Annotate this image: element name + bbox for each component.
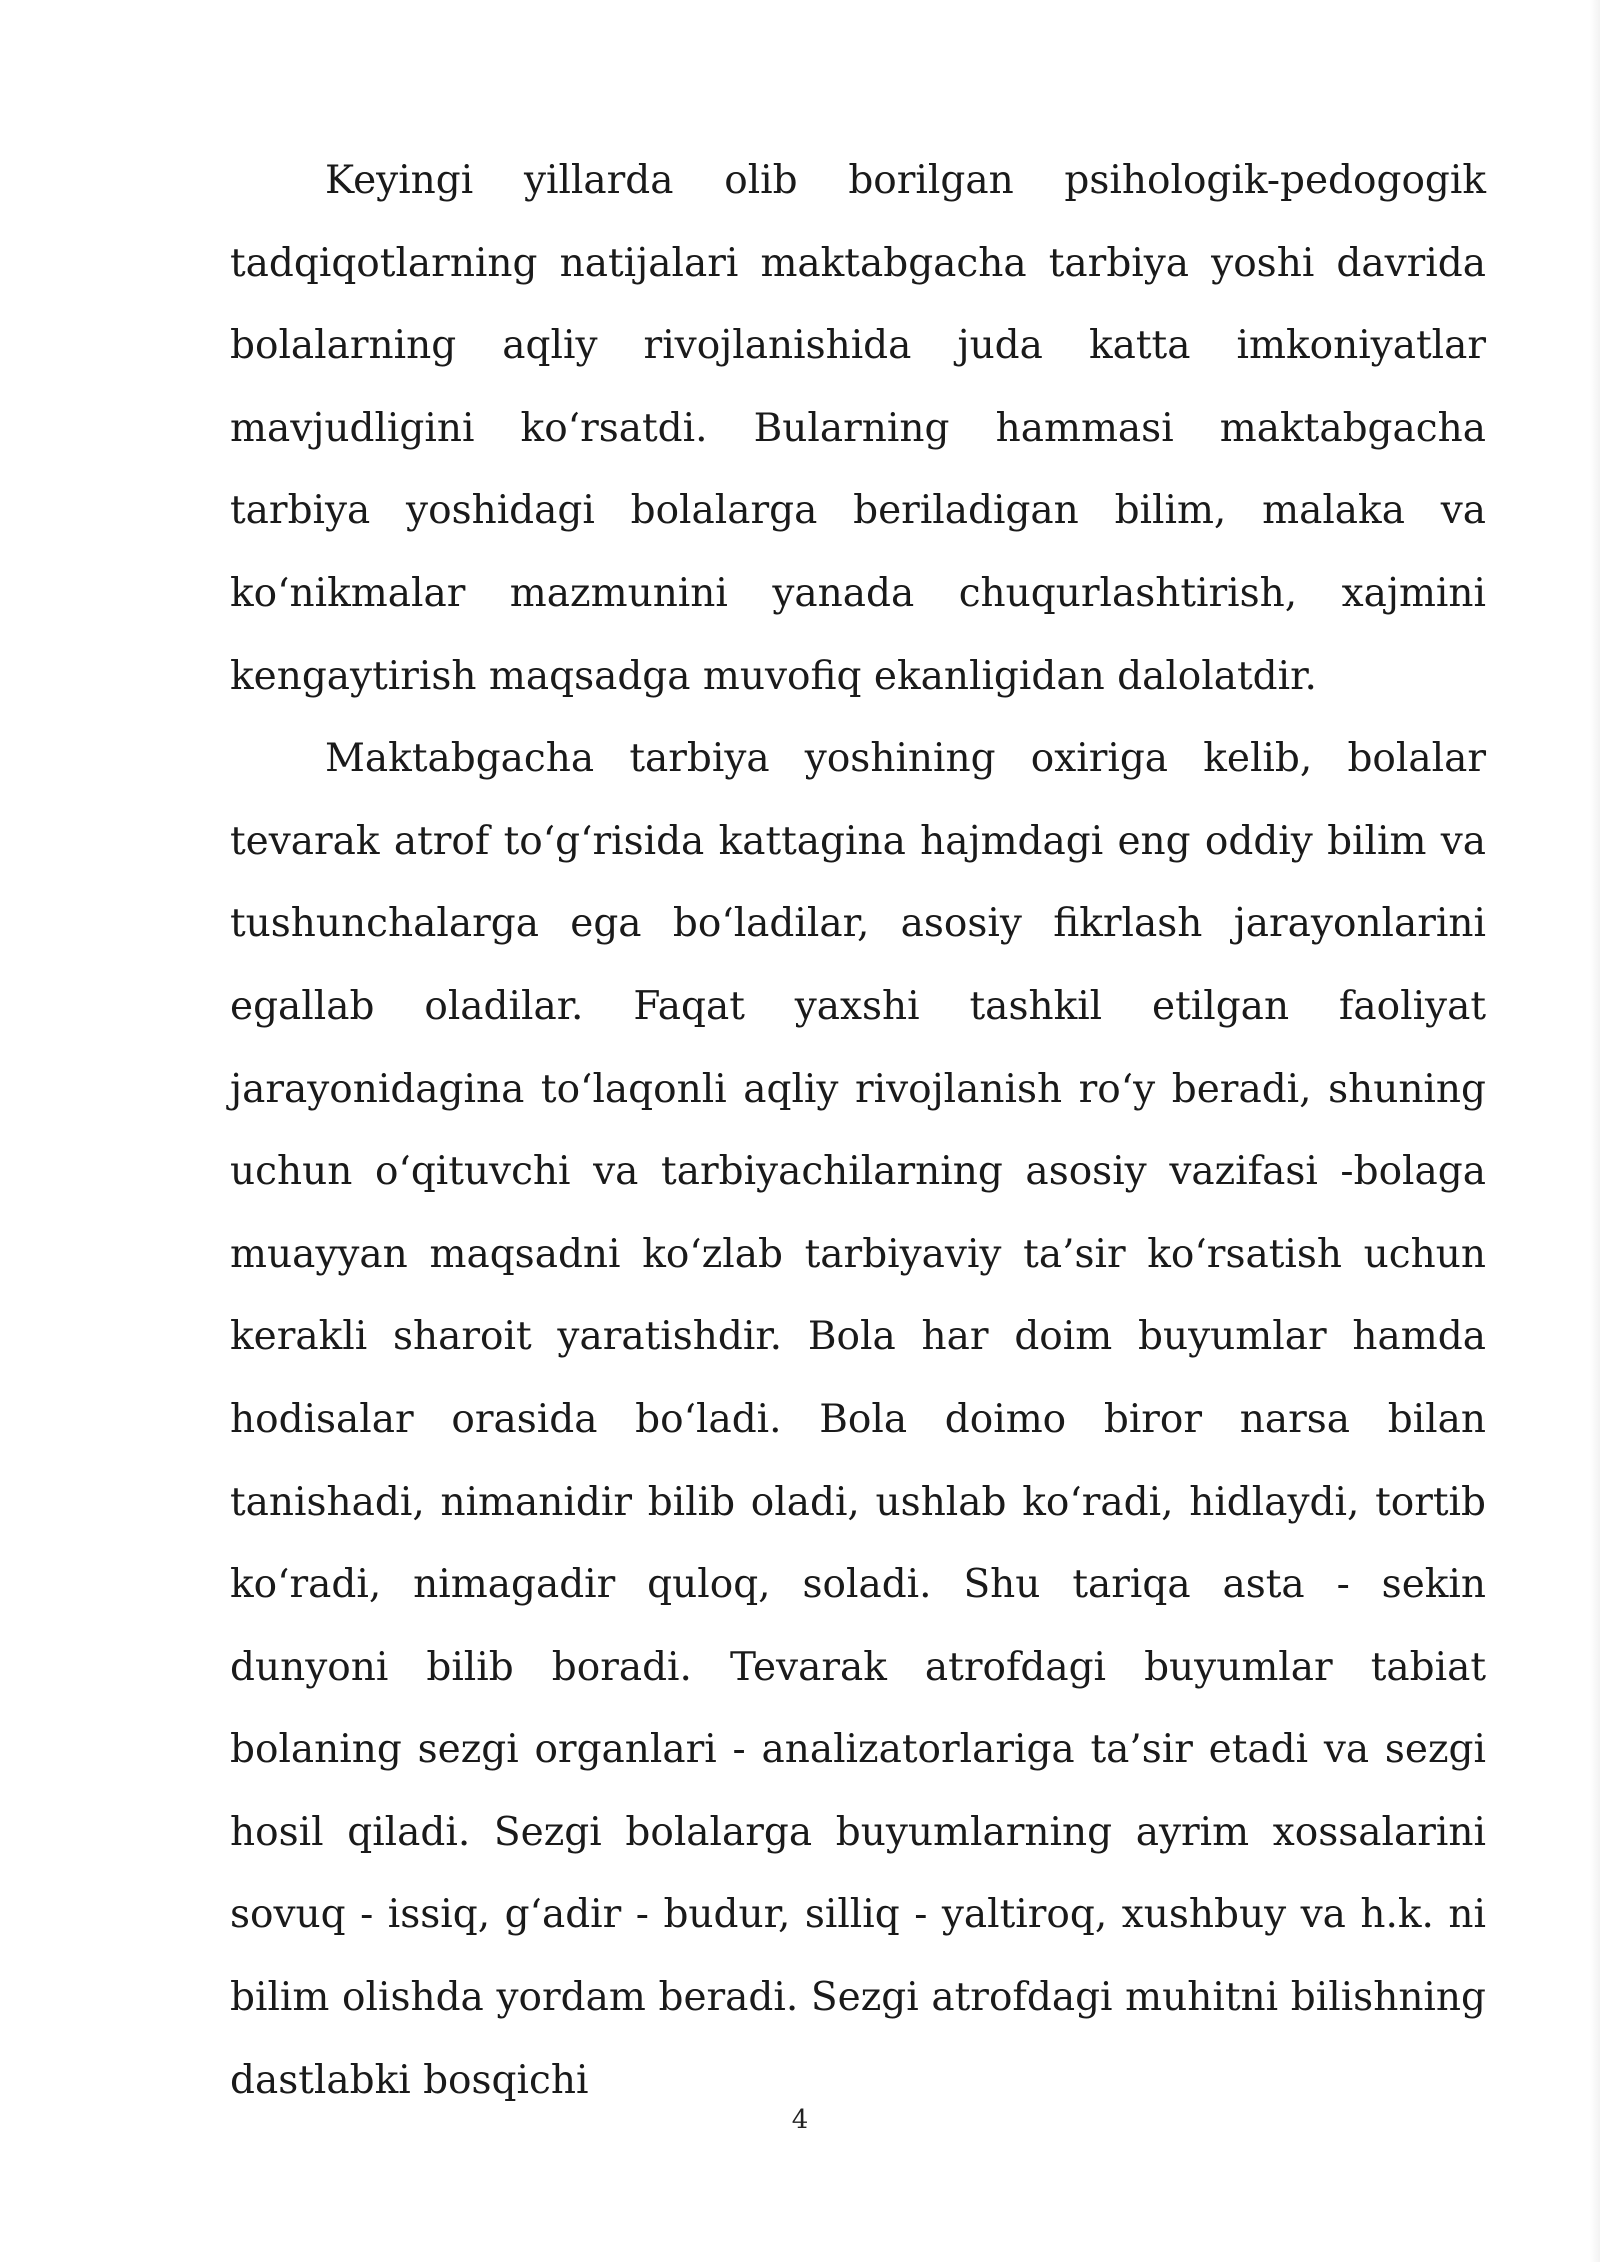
- page-number: 4: [791, 2105, 809, 2135]
- body-text: [230, 140, 1486, 2122]
- paragraph-1: Keyingi yillarda olib borilgan psihologik-pedogogik tadqiqotlarning natijalari maktabgacha tarbiya yoshi davrida bolalarning aqliy rivojlanishida juda katta imkoniyatlar mavjudligini ko‘rsatdi. Bularning hammasi maktabgacha tarbiya yoshidagi bolalarga beriladigan bilim, malaka va ko‘nikmalar mazmunini yanada chuqurlashtirish, xajmini kengaytirish maqsadga muvofiq ekanligidan dalolatdir.: [230, 158, 1486, 699]
- paragraph-2: Maktabgacha tarbiya yoshining oxiriga kelib, bolalar tevarak atrof to‘g‘risida kattagina hajmdagi eng oddiy bilim va tushunchalarga ega bo‘ladilar, asosiy fikrlash jarayonlarini egallab oladilar. Faqat yaxshi tashkil etilgan faoliyat jarayonidagina to‘laqonli aqliy rivojlanish ro‘y beradi, shuning uchun o‘qituvchi va tarbiyachilarning asosiy vazifasi -bolaga muayyan maqsadni ko‘zlab tarbiyaviy ta’sir ko‘rsatish uchun kerakli sharoit yaratishdir. Bola har doim buyumlar hamda hodisalar orasida bo‘ladi. Bola doimo biror narsa bilan tanishadi, nimanidir bilib oladi, ushlab ko‘radi, hidlaydi, tortib ko‘radi, nimagadir quloq, soladi. Shu tariqa asta - sekin dunyoni bilib boradi. Tevarak atrofdagi buyumlar tabiat bolaning sezgi organlari - analizatorlariga ta’sir etadi va sezgi hosil qiladi. Sezgi bolalarga buyumlarning ayrim xossalarini sovuq - issiq, g‘adir - budur, silliq - yaltiroq, xushbuy va h.k. ni bilim olishda yordam beradi. Sezgi atrofdagi muhitni bilishning dastlabki bosqichi: [230, 736, 1486, 2103]
- page-edge-shadow: [1590, 0, 1600, 2262]
